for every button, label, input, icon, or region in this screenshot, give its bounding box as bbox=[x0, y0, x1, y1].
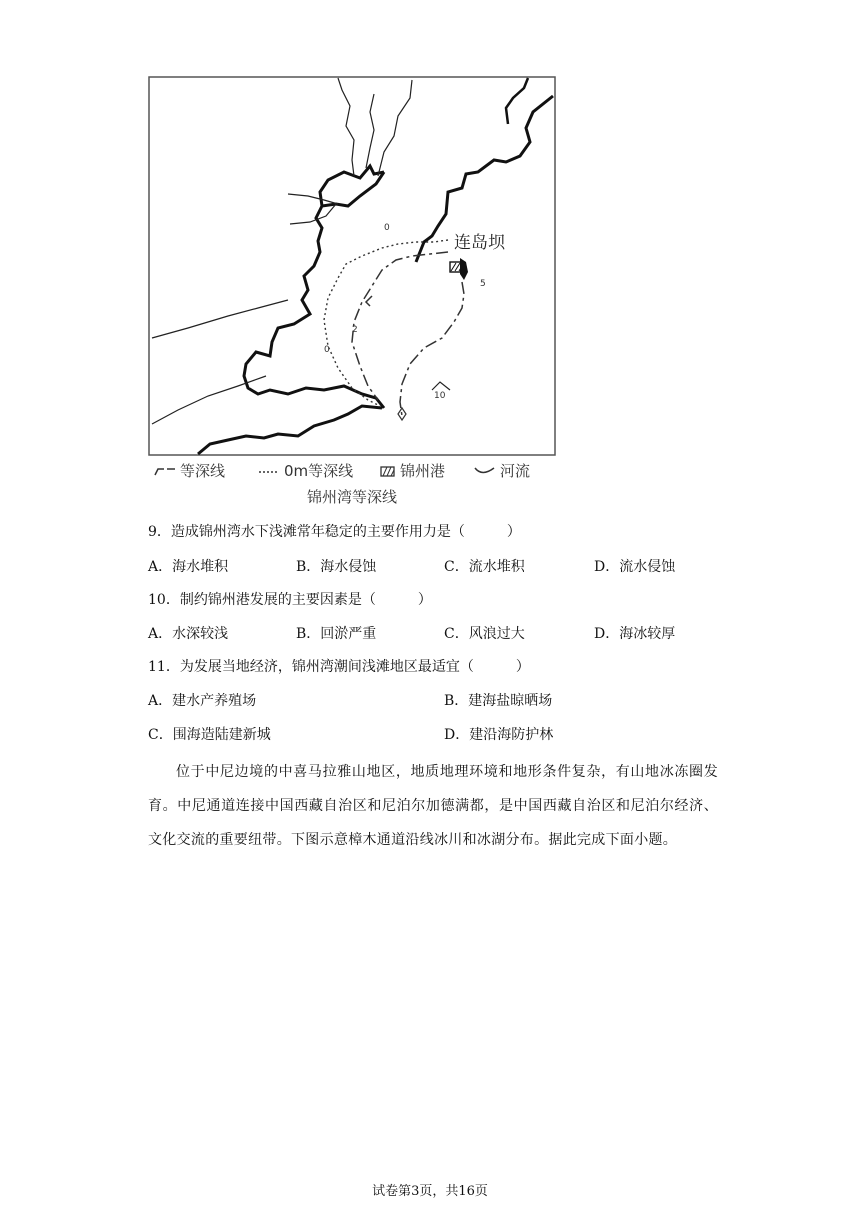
contour-label: 0 bbox=[324, 345, 330, 355]
question-option[interactable]: B．建海盐晾晒场 bbox=[444, 693, 553, 709]
question-option[interactable]: C．流水堆积 bbox=[444, 559, 525, 575]
jinzhou-bay-map bbox=[148, 76, 556, 456]
river bbox=[152, 300, 288, 338]
coastline-west bbox=[244, 172, 384, 408]
river bbox=[366, 94, 374, 168]
map-legend bbox=[148, 460, 556, 482]
river bbox=[338, 78, 354, 176]
contour-label: 10 bbox=[434, 391, 446, 401]
depth-contour bbox=[400, 282, 464, 416]
depth-contour bbox=[352, 252, 448, 400]
map-frame bbox=[149, 77, 555, 455]
river bbox=[432, 382, 450, 390]
map-caption: 锦州湾等深线 bbox=[306, 488, 397, 506]
legend-label: 河流 bbox=[500, 462, 531, 480]
coastline-south bbox=[198, 406, 382, 454]
legend-label: 0m等深线 bbox=[284, 462, 354, 480]
coastline-north bbox=[506, 78, 528, 124]
question-option[interactable]: C．围海造陆建新城 bbox=[148, 727, 271, 743]
question-option[interactable]: D．建沿海防护林 bbox=[444, 727, 554, 743]
question-option[interactable]: D．海冰较厚 bbox=[594, 626, 676, 642]
passage-paragraph: 位于中尼边境的中喜马拉雅山地区，地质地理环境和地形条件复杂，有山地冰冻圈发育。中尼通道连接中国西藏自治区和尼泊尔加德满都，是中国西藏自治区和尼泊尔经济、文化交流的重要纽带。下图示意樟木通道沿线冰川和冰湖分布。据此完成下面小题。 bbox=[148, 764, 718, 848]
question-stem: 11．为发展当地经济，锦州湾潮间浅滩地区最适宜（ ） bbox=[148, 659, 530, 675]
contour-label: 0 bbox=[384, 223, 390, 233]
port-icon bbox=[380, 465, 396, 477]
river bbox=[378, 80, 412, 176]
page-footer: 试卷第3页，共16页 bbox=[372, 1184, 488, 1199]
legend-item bbox=[474, 460, 530, 481]
question-option[interactable]: C．风浪过大 bbox=[444, 626, 525, 642]
depth-contour-icon bbox=[154, 465, 176, 477]
question-option[interactable]: D．流水侵蚀 bbox=[594, 559, 676, 575]
question-option[interactable]: B．回淤严重 bbox=[296, 626, 377, 642]
question-stem: 9．造成锦州湾水下浅滩常年稳定的主要作用力是（ ） bbox=[148, 524, 521, 540]
question-option[interactable]: B．海水侵蚀 bbox=[296, 559, 377, 575]
question-option[interactable]: A．水深较浅 bbox=[148, 626, 229, 642]
contour-label: 5 bbox=[480, 279, 486, 289]
zero-depth-contour bbox=[324, 240, 448, 406]
question-option[interactable]: A．海水堆积 bbox=[148, 559, 229, 575]
river bbox=[290, 204, 336, 224]
legend-item bbox=[154, 460, 225, 481]
river bbox=[152, 376, 266, 424]
question-option[interactable]: A．建水产养殖场 bbox=[148, 693, 257, 709]
river bbox=[288, 194, 338, 204]
legend-label: 等深线 bbox=[180, 462, 226, 480]
contour-label: 2 bbox=[352, 325, 358, 335]
island-dam bbox=[460, 258, 468, 280]
legend-item bbox=[258, 460, 353, 481]
legend-label: 锦州港 bbox=[400, 462, 446, 480]
question-stem: 10．制约锦州港发展的主要因素是（ ） bbox=[148, 592, 432, 608]
zero-contour-icon bbox=[258, 465, 280, 477]
island-dam-label: 连岛坝 bbox=[454, 233, 505, 253]
river-icon bbox=[474, 465, 496, 477]
legend-item bbox=[380, 460, 445, 481]
